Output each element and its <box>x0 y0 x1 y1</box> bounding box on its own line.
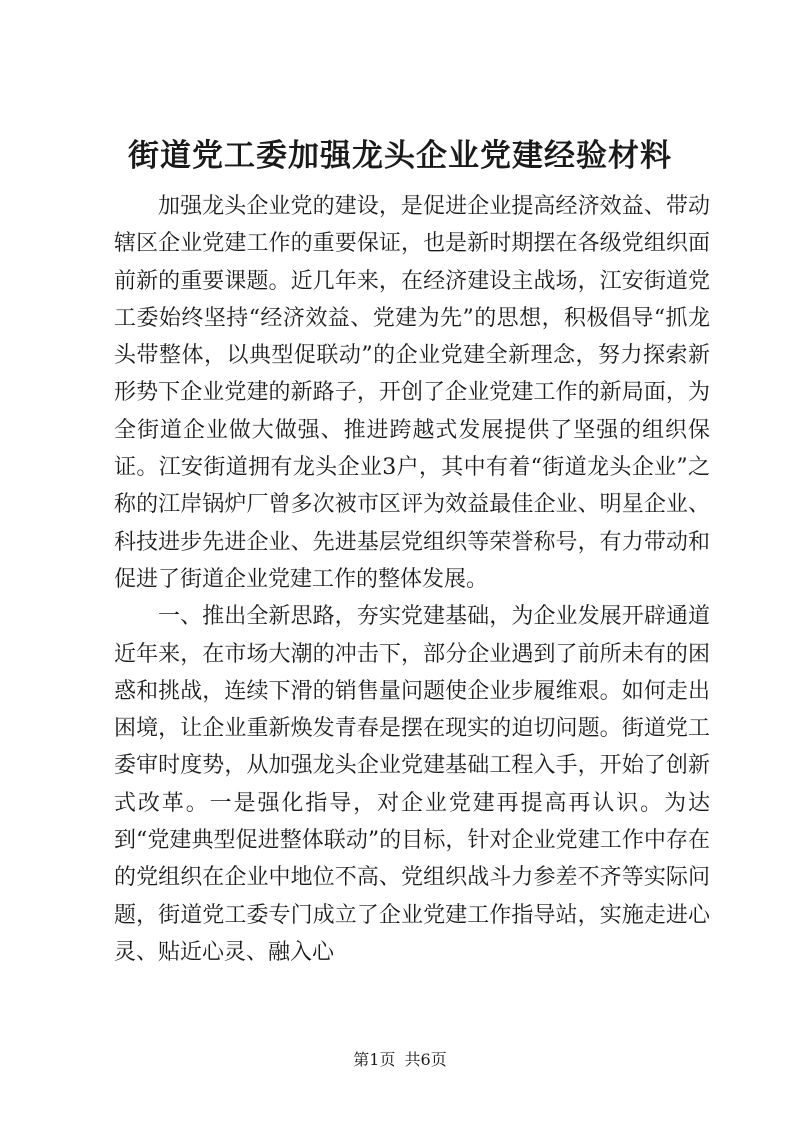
page-footer <box>0 1050 800 1070</box>
document-title: 街道党工委加强龙头企业党建经验材料 <box>128 138 672 174</box>
page-total: 共6页 <box>404 1050 447 1069</box>
paragraph-section-one: 一、推出全新思路，夯实党建基础，为企业发展开辟通道近年来，在市场大潮的冲击下，部分企业遇到了前所未有的困惑和挑战，连续下滑的销售量问题使企业步履维艰。如何走出困境，让企业重新焕发青春是摆在现实的迫切问题。街道党工委审时度势，从加强龙头企业党建基础工程入手，开始了创新式改革。一是强化指导，对企业党建再提高再认识。为达到“党建典型促进整体联动”的目标，针对企业党建工作中存在的党组织在企业中地位不高、党组织战斗力参差不齐等实际问题，街道党工委专门成立了企业党建工作指导站，实施走进心灵、贴近心灵、融入心 <box>114 604 710 965</box>
paragraph-intro: 加强龙头企业党的建设，是促进企业提高经济效益、带动辖区企业党建工作的重要保证，也是新时期摆在各级党组织面前新的重要课题。近几年来，在经济建设主战场，江安街道党工委始终坚持“经济效益、党建为先”的思想，积极倡导“抓龙头带整体，以典型促联动”的企业党建全新理念，努力探索新形势下企业党建的新路子，开创了企业党建工作的新局面，为全街道企业做大做强、推进跨越式发展提供了坚强的组织保证。江安街道拥有龙头企业3户，其中有着“街道龙头企业”之称的江岸锅炉厂曾多次被市区评为效益最佳企业、明星企业、科技进步先进企业、先进基层党组织等荣誉称号，有力带动和促进了街道企业党建工作的整体发展。 <box>114 194 710 592</box>
page-number: 第1页 <box>353 1050 396 1069</box>
document-body <box>114 188 710 971</box>
